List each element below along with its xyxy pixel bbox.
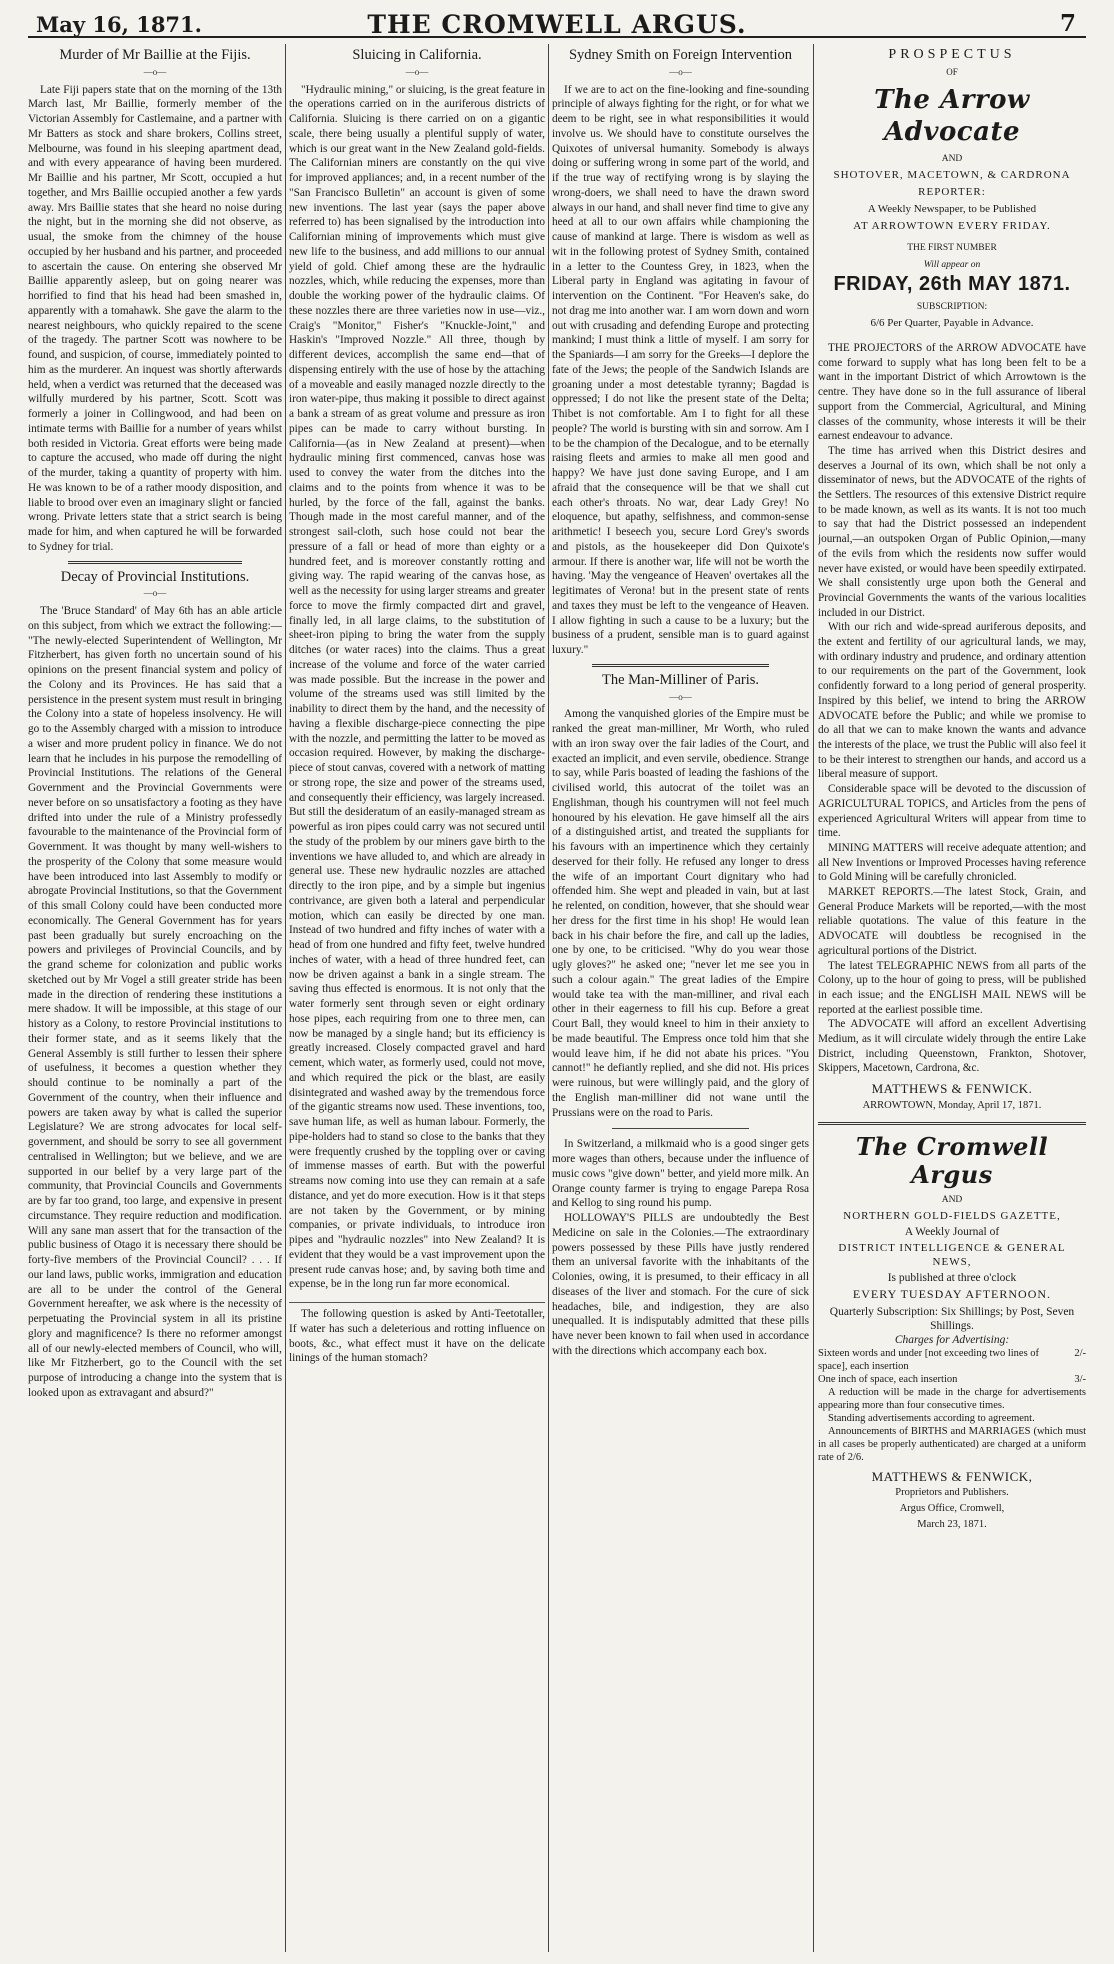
ornament: —o— xyxy=(669,691,692,702)
rate-row xyxy=(818,1347,1086,1373)
subscription-label: SUBSCRIPTION: xyxy=(916,301,988,312)
weekly-note: A Weekly Newspaper, to be Published xyxy=(867,202,1037,215)
subscription-price: 6/6 Per Quarter, Payable in Advance. xyxy=(870,317,1034,330)
separator xyxy=(592,664,769,667)
arrow-para: MARKET REPORTS.—The latest Stock, Grain, and General Produce Markets will be reported,—with the most reliable quotations. The value of this feature in the ADVOCATE will doubtless be recognised in the agricultural portions of the District. xyxy=(818,886,1086,957)
column-2 xyxy=(289,44,545,1952)
cromwell-argus-title: The Cromwell Argus xyxy=(855,1131,1049,1189)
newspaper-title: THE CROMWELL ARGUS. xyxy=(367,10,747,39)
column-rule xyxy=(813,44,814,1952)
cromwell-argus-ad xyxy=(818,1133,1086,1532)
arrow-para: MINING MATTERS will receive adequate attention; and all New Inventions or Improved Processes having reference to Gold Mining will be carefully chronicled. xyxy=(818,841,1086,884)
arrow-advocate-ad xyxy=(818,48,1086,1114)
argus-reduction: A reduction will be made in the charge for advertisements appearing more than four consecutive times. xyxy=(818,1386,1086,1411)
argus-signature: MATTHEWS & FENWICK, xyxy=(871,1468,1033,1484)
arrow-para: The latest TELEGRAPHIC NEWS from all parts of the Colony, up to the hour of going to press, will be published in each issue; and the ENGLISH MAIL NEWS will be reported at the earliest possible time. xyxy=(818,959,1086,1016)
argus-published: Is published at three o'clock xyxy=(887,1271,1017,1284)
will-appear-label: Will appear on xyxy=(923,260,981,270)
arrow-para: THE PROJECTORS of the ARROW ADVOCATE have come forward to supply what has long been felt to be a want in the important District of which Arrowtown is the centre. They have done so in the full assurance of liberal support from the Commercial, Agricultural, and Mining classes of the community, whose interests it will be their earnest endeavour to advance. xyxy=(818,342,1086,443)
arrow-para: Considerable space will be devoted to the discussion of AGRICULTURAL TOPICS, and Articles from the pens of experienced Agricultural Writers will appear from time to time. xyxy=(818,783,1086,840)
advertising-rates xyxy=(818,1347,1086,1386)
arrow-signed: ARROWTOWN, Monday, April 17, 1871. xyxy=(862,1099,1042,1111)
article-body-decay: The 'Bruce Standard' of May 6th has an able article on this subject, from which we extract the following:— "The newly-elected Superintendent of Wellington, Mr Fitzherbert, has given forth no uncertain sound of his opinions on the present financial system and policy of the Colony and its Provinces. He has said that a persistence in the present system must result in bringing the Colony into a state of hopeless insolvency. He will go to the Assembly charged with a mission to introduce a wiser and more prudent policy in finance. We do not learn that he includes in his purpose the remodelling of Provincial Institutions. The relations of the General Government and the Provincial Governments were never before on so unsatisfactory a footing as they have drifted into under the rule of a Ministry professedly favourable to the maintenance of the Provincial form of Government. It was thought by many well-wishers to the prosperity of the Colony that some measure would have been introduced into last Assembly to modify or abrogate Provincial Institutions, so that the Government of this small Colony could have been conducted more economically. The General Government has for years past been gradually but surely encroaching on the powers and privileges of Provincial Councils, and by the grand scheme for colonization and public works sketched out by Mr Vogel a still greater stride has been made in the direction of rendering these institutions a mere shadow. It will be impossible, at this stage of our history as a Colony, to restore Provincial institutions to their former state, and as it seems likely that the General Assembly is still further to lessen their sphere of usefulness, it becomes a question whether they should continue to be nominally a part of the Government of the country, when their influence and powers are taken away by what is called the superior Legislature? We are strong advocates for local self-government, and should be sorry to see all government centralised in Wellington; but we believe, and we are supported in our belief by a very large part of the community, that Provincial Councils and Governments are by far too grand, too large, and expensive in present circumstance. They require reduction and modification. Will any sane man assert that for the transaction of the public business of Otago it is necessary there should be forty-five members of the Provincial Council? . . . If our land laws, public works, immigration and education are all to be under the control of the General Government hereafter, we ask where is the necessity of perpetuating the Provincial system in all its pristine glory and magnificence? Is there no reformer amongst all of our newly-elected members of Council, who will, like Mr Fitzherbert, go to the Council with the set purpose of introducing a change into the system that is looked upon as extravagant and absurd?" xyxy=(28,605,282,1399)
column-4-advertisements xyxy=(818,44,1086,1952)
masthead xyxy=(28,6,1086,38)
argus-proprietors: Proprietors and Publishers. xyxy=(895,1486,1009,1498)
column-rule xyxy=(548,44,549,1952)
ornament: —o— xyxy=(669,66,692,77)
argus-charges-label: Charges for Advertising: xyxy=(894,1333,1010,1346)
arrow-ad-body xyxy=(818,341,1086,1076)
and-label: AND xyxy=(941,1194,963,1205)
ornament: —o— xyxy=(143,588,167,599)
separator xyxy=(612,1128,749,1129)
argus-notes xyxy=(818,1386,1086,1464)
issue-date: May 16, 1871. xyxy=(36,12,202,37)
argus-quarterly: Quarterly Subscription: Six Shillings; by Post, Seven Shillings. xyxy=(829,1305,1075,1332)
page-number: 7 xyxy=(1059,10,1076,37)
column-1 xyxy=(28,44,282,1952)
arrow-para: The ADVOCATE will afford an excellent Advertising Medium, as it will circulate widely through the entire Lake District, including Queenstown, Frankton, Shotover, Skippers, Macetown, Cardrona, &c. xyxy=(818,1018,1086,1075)
argus-office-date: March 23, 1871. xyxy=(917,1518,987,1530)
article-title-milliner: The Man-Milliner of Paris. xyxy=(601,671,760,688)
arrow-para: With our rich and wide-spread auriferous deposits, and the extent and fertility of our agricultural lands, we may, with ordinary industry and prudence, and ordinary attention to our requirements on the part of the Government, look confidently forward to a long period of general prosperity. Inspired by this belief, we intend to bring the ARROW ADVOCATE before the Public; and while we promise to do all that we can to make known the wants and advance the interests of the place, we trust the Public will also feel it to be their interest to strengthen our hands, and accord us a liberal measure of support. xyxy=(818,621,1086,781)
first-issue-date: FRIDAY, 26th MAY 1871. xyxy=(833,272,1071,295)
rate-label: Sixteen words and under [not exceeding two lines of space], each insertion xyxy=(818,1347,1040,1372)
arrow-advocate-title: The Arrow Advocate xyxy=(874,84,1030,147)
of-label: OF xyxy=(946,66,958,77)
ornament: —o— xyxy=(405,66,429,77)
argus-day: EVERY TUESDAY AFTERNOON. xyxy=(852,1286,1052,1301)
article-title-sluicing: Sluicing in California. xyxy=(352,47,482,63)
rate-value: 3/- xyxy=(1074,1373,1086,1385)
separator xyxy=(68,561,242,564)
reporter-label: REPORTER: xyxy=(918,186,986,198)
arrow-subtitle: SHOTOVER, MACETOWN, & CARDRONA xyxy=(833,169,1071,182)
ornament: —o— xyxy=(143,66,167,77)
and-label: AND xyxy=(941,153,963,164)
argus-district: DISTRICT INTELLIGENCE & GENERAL NEWS, xyxy=(838,1241,1066,1268)
publish-day: AT ARROWTOWN EVERY FRIDAY. xyxy=(853,219,1051,232)
article-body-sluicing: "Hydraulic mining," or sluicing, is the great feature in the operations carried on in the auriferous districts of California. Sluicing is there carried on on a gigantic scale, there being usually a plentiful supply of water, which is our great want in the New Zealand gold-fields. The Californian miners are constantly on the qui vive for improved appliances; and, in a recent number of the "San Francisco Bulletin" an account is given of some new inventions. The last year (says the paper above referred to) has been signalised by the introduction into Californian mining of improvements which must give new life to the business, and add millions to our annual yield of gold. Chief among these are the hydraulic nozzles, which, while reducing the expenses, more than double the working power of the hydraulic claims. Of these nozzles there are three varieties now in use—viz., Craig's "Monitor," Fisher's "Knuckle-Joint," and Haskin's "Improved Nozzle." All three, though by different devices, accomplish the same end—that of dispensing entirely with the use of hose by the attaching of a moveable and easily managed nozzle directly to the iron water-pipe, thus making it possible to direct against a bank a stream of as great volume and pressure as iron pipes can be made to carry without bursting. In California—(as in New Zealand at present)—when hydraulic mining first commenced, canvas hose was used to convey the water from the ditches into the claims and to the points from whence it was to be hurled, by the force of the fall, against the banks. Though made in the most careful manner, and of the strongest sail-cloth, such hose could not bear the pressure of a fall or head of more than eighty or a hundred feet, and is moreover constantly rotting and giving way. The rapid wearing of the canvas hose, as well as the necessity for using larger streams and greater force to move the firmly compacted dirt and gravel, finally led, in all large claims, to the substitution of sheet-iron piping to bring the water from the supply ditches (or water races) into the claims. Thus a great increase of the volume and force of the water carried was made possible. But the increase in the power and volume of the streams used was still limited by the inability to direct them by the hand, and the necessity of having a flexible discharge-piece connecting the pipe with the nozzle, and permitting the latter to be moved as occasion required. However, by making the discharge-piece of stout canvas, covered with a network of matting or strong rope, the size and power of the streams used, and consequently their efficiency, was largely increased. But still the desideratum of an easily-managed stream as powerful as iron pipes could carry was not secured until the study of the problem by our miners gave birth to the inventions we have alluded to, and which are already in general use. These new hydraulic nozzles are attached directly to the iron pipe, and by a simple but ingenius contrivance, are given both a lateral and perpendicular motion, which can easily be directed by one man. Instead of two hundred and fifty inches of water with a head of from one hundred and fifty feet, twelve hundred inches of water, with a head of three hundred feet, can now be driven against a bank in a single stream. The saving thus effected is enormous. It is not only that the water formerly sent through seven or eight ordinary hose pipes, each requiring from one to three men, can now be managed by a single hand; but its efficiency is greatly increased. Closely compacted gravel and hard cement, which water, as formerly used, could not move, and which required the pick or the blast, are easily disintegrated and washed away by the tremendous force of the gigantic streams now used. These inventions, too, save human life, as well as human labour. Formerly, the pipe-holders had to stand so close to the banks that they were frequently crushed by the toppling over or caving of immense masses of earth. But with the powerful streams now coming into use they can remain at a safe distance, and yet do more execution. How is it that steps are not taken by the Government, or by mining companies, or private individuals, to introduce iron pipes and "hydraulic nozzles" into New Zealand? It is evident that they would be a vast improvement upon the present rude canvas hose; and, by saving both time and expense, be in the long run far more economical. xyxy=(289,83,545,1291)
article-title-sydney: Sydney Smith on Foreign Intervention xyxy=(568,47,793,63)
argus-weekly: A Weekly Journal of xyxy=(904,1225,1000,1238)
prospectus-heading: PROSPECTUS xyxy=(888,47,1016,62)
argus-births: Announcements of BIRTHS and MARRIAGES (which must in all cases be properly authenticated) are charged at a uniform rate of 2/6. xyxy=(818,1425,1086,1463)
separator xyxy=(818,1122,1086,1125)
article-title-decay: Decay of Provincial Institutions. xyxy=(60,568,250,585)
argus-standing: Standing advertisements according to agreement. xyxy=(828,1412,1035,1424)
article-title-fiji: Murder of Mr Baillie at the Fijis. xyxy=(59,47,251,63)
footnote-teetotaller: The following question is asked by Anti-Teetotaller, If water has such a deleterious and rotting influence on boots, &c., what effect must it have on the delicate linings of the human stomach? xyxy=(289,1302,545,1366)
rate-label: One inch of space, each insertion xyxy=(818,1373,958,1385)
article-body-milliner: Among the vanquished glories of the Empire must be ranked the great man-milliner, Mr Worth, who ruled with an iron sway over the fair ladies of the Court, and exacted an implicit, and even servile, obedience. Strange to say, while Paris boasted of leading the fashions of the civilised world, this autocrat of the toilet was an Englishman, though his countrymen will not feel much honoured by his elevation. He gave himself all the airs of a distinguished artist, and treated the suppliants for his favours with an impertinence which they certainly deserved for their folly. He refused any longer to dress the wife of an important Court dignitary who had offended him. She wept and pleaded in vain, but at last he relented, on condition, however, that she should wear her dress for the first time in his shop! He would lean back in his chair before the fire, and call up the ladies, one by one, to be criticised. "Why do you wear those ugly gloves?" he asked one; "never let me see you in such a colour again." The great ladies of the Empire would take tea with the man-milliner, and rival each other in their eagerness to fill his cup. Before a great Court Ball, they would kneel to him in their anxiety to be made beautiful. The Empress once told him that she would leave him, if he did not abate his prices. "You cannot!" he defiantly replied, and she did not. His prices were ruinous, but were willingly paid, and the glory of the English man-milliner did not wane until the Prussians were on the road to Paris. xyxy=(552,708,809,1119)
column-3 xyxy=(552,44,809,1952)
column-rule xyxy=(285,44,286,1952)
rate-value: 2/- xyxy=(1074,1347,1086,1359)
arrow-para: The time has arrived when this District desires and deserves a Journal of its own, which shall be not only a disseminator of news, but the ADVOCATE of the rights of the Settlers. The resources of this extensive District require to be made known, as well as its wants. It is not too much to say that had the District possessed an independent journal,—an outspoken Organ of Public Opinion,—many of the evils from which the residents now suffer would never have existed, or would have been speedily extirpated. We shall consistently urge upon both the General and Provincial Governments the wants of the various localities included in our District. xyxy=(818,444,1086,619)
rate-row xyxy=(818,1373,1086,1386)
article-body-sydney: If we are to act on the fine-looking and fine-sounding principle of always fighting for the right, or for what we deem to be right, see in what responsibilities it would involve us. We should have to constitute ourselves the Quixotes of universal humanity. Somebody is always doing or suffering wrong in some part of the world, and if the true way of rectifying wrong is by slaying the wrong-doers, we shall need to have the drawn sword always in our hand, and shall never find time to give any heed at all to our own affairs while championing the cause of mankind at large. There is wisdom as well as wit in the following protest of Sydney Smith, contained in a letter to the Countess Grey, in 1823, when the Liberal party in England was agitating in favour of intervention on the Continent. "For Heaven's sake, do not drag me into another war. I am worn down and worn out with crusading and defending Europe and protecting mankind; I must think a little of myself. I am sorry for the Spaniards—I am sorry for the Greeks—I deplore the fate of the Jews; the people of the Sandwich Islands are groaning under a most detestable tyranny; Bagdad is oppressed; I do not like the present state of the Delta; Thibet is not comfortable. Am I to fight for all these people? The world is bursting with sin and sorrow. Am I to be the champion of the Decalogue, and to be eternally raising fleets and armies to make all men good and happy? We have just done saving Europe, and I am afraid that the consequence will be that we shall cut each other's throats. No war, dear Lady Grey! No eloquence, but apathy, selfishness, and common-sense arithmetic! I beseech you, secure Lord Grey's swords and pistols, as the housekeeper did Don Quixote's armour. If there is another war, life will not be worth the having. 'May the vengeance of Heaven' overtakes all the legitimates of Verona! but in the present state of rents and taxes they must be left to the vengeance of Heaven. I allow fighting in such a cause to be a luxury; but the business of a prudent, sensible man is to guard against luxury." xyxy=(552,83,809,656)
argus-subtitle: NORTHERN GOLD-FIELDS GAZETTE, xyxy=(843,1209,1061,1222)
paragraph-switzerland: In Switzerland, a milkmaid who is a good singer gets more wages than others, because under the influence of music cows "give down" better, and yield more milk. An Orange county farmer is trying to engage Parepa Rosa and Kellog to sing round his pump. xyxy=(552,1138,809,1210)
article-body-fiji: Late Fiji papers state that on the morning of the 13th March last, Mr Baillie, formerly member of the Victorian Assembly for Castlemaine, and a partner with Mr Batters as stock and share brokers, Collins street, Melbourne, was found in his sleeping apartment dead, and with every appearance of having been murdered. Mr Baillie and his partner, Mr Scott, occupied a hut together, and Mrs Baillie occupied another a few yards away. Mrs Baillie states that she heard no noise during the night, but in the morning she did not observe, as usual, the smoke from the chimney of the house occupied by her husband and his partner, and proceeded to ascertain the cause. On entering she observed Mr Baillie apparently asleep, but on going nearer was horrified to find that his head had been smashed in, apparently with a tomahawk. She gave the alarm to the nearest neighbours, who quickly repaired to the scene of the tragedy. The partner Scott was nowhere to be found, and suspicion, of course, immediately pointed to him as the murderer. An inquest was shortly afterwards held, when a verdict was returned that the deceased was wilfully murdered by his partner, Scott. Scott was formerly a joiner in Collingwood, and had been on intimate terms with Baillie for a number of years whilst both resided in Victoria. Great efforts were being made to capture the accused, who made off during the night of the murder, taking a quantity of property with him. He was known to be of a rather moody disposition, and liable to brood over even an imaginary slight or fancied wrong. Private letters state that a strict search is being made for him, and when captured he will be forwarded to Sydney for trial. xyxy=(28,83,282,553)
paragraph-holloway: HOLLOWAY'S PILLS are undoubtedly the Best Medicine on sale in the Colonies.—The extraordinary powers possessed by these Pills have justly rendered them an universal favorite with the inhabitants of the Colonies, owing, it is presumed, to their efficacy in all diseases of the liver and stomach. For the cure of sick headaches, bile, and indigestion, they are also unequalled. It is indisputably admitted that these pills have never been known to fail when used in accordance with the directions which accompany each box. xyxy=(552,1212,809,1357)
first-number-label: THE FIRST NUMBER xyxy=(907,243,997,254)
arrow-signature: MATTHEWS & FENWICK. xyxy=(871,1081,1033,1097)
argus-office: Argus Office, Cromwell, xyxy=(899,1502,1005,1514)
